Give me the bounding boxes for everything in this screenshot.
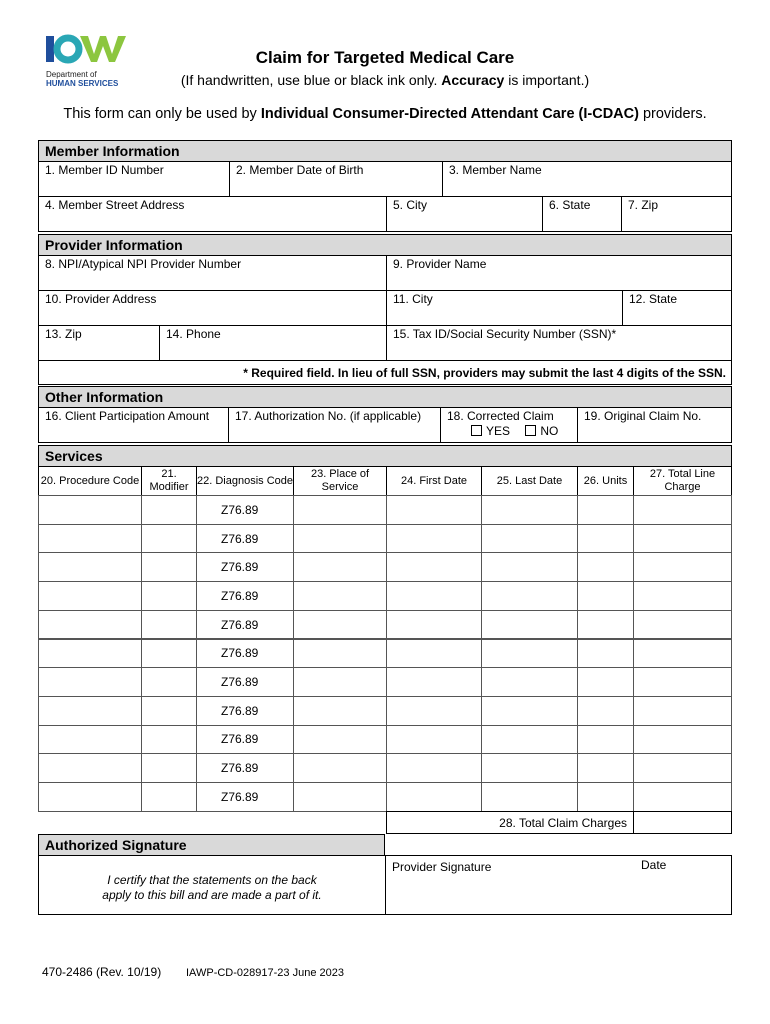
service-row-6-first-date[interactable] bbox=[386, 639, 482, 669]
service-row-3-diagnosis-code: Z76.89 bbox=[196, 552, 294, 582]
member-name-field[interactable]: 3. Member Name bbox=[442, 161, 732, 197]
provider-state-field[interactable]: 12. State bbox=[622, 290, 732, 326]
service-row-5-last-date[interactable] bbox=[481, 610, 578, 640]
provider-phone-field[interactable]: 14. Phone bbox=[159, 325, 387, 361]
service-row-10-procedure-code[interactable] bbox=[38, 753, 142, 783]
service-row-11-units[interactable] bbox=[577, 782, 634, 812]
service-row-5-procedure-code[interactable] bbox=[38, 610, 142, 640]
service-row-10-diagnosis-code: Z76.89 bbox=[196, 753, 294, 783]
service-row-6-place-of-service[interactable] bbox=[293, 639, 387, 669]
service-row-4-units[interactable] bbox=[577, 581, 634, 611]
service-row-6-units[interactable] bbox=[577, 639, 634, 669]
service-row-10-first-date[interactable] bbox=[386, 753, 482, 783]
form-title: Claim for Targeted Medical Care bbox=[255, 48, 515, 67]
service-row-6-total-line-charge[interactable] bbox=[633, 639, 732, 669]
provider-signature-field[interactable] bbox=[385, 855, 732, 915]
total-claim-charges-label: 28. Total Claim Charges bbox=[386, 811, 634, 834]
service-row-7-procedure-code[interactable] bbox=[38, 667, 142, 697]
service-row-7-modifier[interactable] bbox=[141, 667, 197, 697]
service-row-11-modifier[interactable] bbox=[141, 782, 197, 812]
col-first-date: 24. First Date bbox=[386, 466, 482, 496]
service-row-1-first-date[interactable] bbox=[386, 495, 482, 525]
required-field-note: * Required field. In lieu of full SSN, providers may submit the last 4 digits of the SSN. bbox=[243, 366, 726, 380]
service-row-6-procedure-code[interactable] bbox=[38, 639, 142, 669]
service-row-4-diagnosis-code: Z76.89 bbox=[196, 581, 294, 611]
service-row-8-first-date[interactable] bbox=[386, 696, 482, 726]
service-row-2-units[interactable] bbox=[577, 524, 634, 554]
provider-signature-label: Provider Signature bbox=[392, 860, 492, 874]
service-row-2-total-line-charge[interactable] bbox=[633, 524, 732, 554]
provider-taxid-field[interactable]: 15. Tax ID/Social Security Number (SSN)* bbox=[386, 325, 732, 361]
member-street-field[interactable]: 4. Member Street Address bbox=[38, 196, 387, 232]
authorization-number-field[interactable]: 17. Authorization No. (if applicable) bbox=[228, 407, 441, 443]
service-row-1-modifier[interactable] bbox=[141, 495, 197, 525]
service-row-8-place-of-service[interactable] bbox=[293, 696, 387, 726]
service-row-4-total-line-charge[interactable] bbox=[633, 581, 732, 611]
form-subtitle: (If handwritten, use blue or black ink only. Accuracy is important.) bbox=[180, 72, 590, 88]
logo-line1: Department of bbox=[46, 70, 97, 79]
service-row-2-modifier[interactable] bbox=[141, 524, 197, 554]
member-id-field[interactable]: 1. Member ID Number bbox=[38, 161, 230, 197]
service-row-7-place-of-service[interactable] bbox=[293, 667, 387, 697]
service-row-5-diagnosis-code: Z76.89 bbox=[196, 610, 294, 640]
col-total-line-charge: 27. Total Line Charge bbox=[633, 466, 732, 496]
service-row-1-total-line-charge[interactable] bbox=[633, 495, 732, 525]
service-row-11-procedure-code[interactable] bbox=[38, 782, 142, 812]
corrected-no-checkbox[interactable] bbox=[525, 425, 536, 436]
col-diagnosis-code: 22. Diagnosis Code bbox=[196, 466, 294, 496]
col-last-date: 25. Last Date bbox=[481, 466, 578, 496]
member-section-heading: Member Information bbox=[38, 140, 732, 162]
service-row-3-procedure-code[interactable] bbox=[38, 552, 142, 582]
service-row-5-first-date[interactable] bbox=[386, 610, 482, 640]
corrected-yes-checkbox[interactable] bbox=[471, 425, 482, 436]
service-row-4-first-date[interactable] bbox=[386, 581, 482, 611]
service-row-7-total-line-charge[interactable] bbox=[633, 667, 732, 697]
service-row-7-units[interactable] bbox=[577, 667, 634, 697]
service-row-11-total-line-charge[interactable] bbox=[633, 782, 732, 812]
service-row-2-procedure-code[interactable] bbox=[38, 524, 142, 554]
service-row-2-first-date[interactable] bbox=[386, 524, 482, 554]
date-label: Date bbox=[641, 858, 667, 872]
service-row-6-modifier[interactable] bbox=[141, 639, 197, 669]
service-row-4-last-date[interactable] bbox=[481, 581, 578, 611]
member-city-field[interactable]: 5. City bbox=[386, 196, 543, 232]
col-modifier: 21. Modifier bbox=[141, 466, 197, 496]
service-row-9-modifier[interactable] bbox=[141, 725, 197, 755]
service-row-9-first-date[interactable] bbox=[386, 725, 482, 755]
service-row-7-last-date[interactable] bbox=[481, 667, 578, 697]
service-row-3-first-date[interactable] bbox=[386, 552, 482, 582]
service-row-8-last-date[interactable] bbox=[481, 696, 578, 726]
provider-city-field[interactable]: 11. City bbox=[386, 290, 623, 326]
member-state-field[interactable]: 6. State bbox=[542, 196, 622, 232]
service-row-11-last-date[interactable] bbox=[481, 782, 578, 812]
service-row-11-place-of-service[interactable] bbox=[293, 782, 387, 812]
service-row-7-diagnosis-code: Z76.89 bbox=[196, 667, 294, 697]
service-row-9-units[interactable] bbox=[577, 725, 634, 755]
col-place-of-service: 23. Place of Service bbox=[293, 466, 387, 496]
service-row-3-total-line-charge[interactable] bbox=[633, 552, 732, 582]
other-section-heading: Other Information bbox=[38, 386, 732, 408]
service-row-5-units[interactable] bbox=[577, 610, 634, 640]
service-row-9-total-line-charge[interactable] bbox=[633, 725, 732, 755]
service-row-3-place-of-service[interactable] bbox=[293, 552, 387, 582]
service-row-10-modifier[interactable] bbox=[141, 753, 197, 783]
provider-name-field[interactable]: 9. Provider Name bbox=[386, 255, 732, 291]
corrected-no-label: NO bbox=[540, 424, 559, 438]
logo-line2: HUMAN SERVICES bbox=[46, 79, 119, 88]
document-id: IAWP-CD-028917-23 June 2023 bbox=[186, 967, 344, 979]
service-row-3-units[interactable] bbox=[577, 552, 634, 582]
service-row-1-last-date[interactable] bbox=[481, 495, 578, 525]
service-row-10-total-line-charge[interactable] bbox=[633, 753, 732, 783]
service-row-8-total-line-charge[interactable] bbox=[633, 696, 732, 726]
signature-section-heading: Authorized Signature bbox=[38, 834, 385, 856]
form-number: 470-2486 (Rev. 10/19) bbox=[42, 965, 162, 979]
corrected-claim-field bbox=[440, 407, 578, 443]
service-row-4-modifier[interactable] bbox=[141, 581, 197, 611]
service-row-7-first-date[interactable] bbox=[386, 667, 482, 697]
service-row-11-diagnosis-code: Z76.89 bbox=[196, 782, 294, 812]
service-row-8-modifier[interactable] bbox=[141, 696, 197, 726]
participation-amount-field[interactable]: 16. Client Participation Amount bbox=[38, 407, 229, 443]
service-row-1-place-of-service[interactable] bbox=[293, 495, 387, 525]
service-row-5-place-of-service[interactable] bbox=[293, 610, 387, 640]
original-claim-field[interactable]: 19. Original Claim No. bbox=[577, 407, 732, 443]
service-row-2-place-of-service[interactable] bbox=[293, 524, 387, 554]
service-row-4-place-of-service[interactable] bbox=[293, 581, 387, 611]
service-row-8-procedure-code[interactable] bbox=[38, 696, 142, 726]
provider-zip-field[interactable]: 13. Zip bbox=[38, 325, 160, 361]
col-procedure-code: 20. Procedure Code bbox=[38, 466, 142, 496]
service-row-1-procedure-code[interactable] bbox=[38, 495, 142, 525]
service-row-6-diagnosis-code: Z76.89 bbox=[196, 639, 294, 669]
usage-notice: This form can only be used by Individual Consumer-Directed Attendant Care (I-CDAC) providers. bbox=[63, 106, 707, 122]
service-row-2-diagnosis-code: Z76.89 bbox=[196, 524, 294, 554]
corrected-claim-label: 18. Corrected Claim bbox=[447, 409, 554, 423]
service-row-2-last-date[interactable] bbox=[481, 524, 578, 554]
corrected-yes-label: YES bbox=[486, 424, 511, 438]
service-row-8-units[interactable] bbox=[577, 696, 634, 726]
total-claim-charges-field[interactable] bbox=[633, 811, 732, 834]
service-row-11-first-date[interactable] bbox=[386, 782, 482, 812]
services-section-heading: Services bbox=[38, 445, 732, 467]
service-row-10-last-date[interactable] bbox=[481, 753, 578, 783]
member-dob-field[interactable]: 2. Member Date of Birth bbox=[229, 161, 443, 197]
service-row-4-procedure-code[interactable] bbox=[38, 581, 142, 611]
col-units: 26. Units bbox=[577, 466, 634, 496]
service-row-3-last-date[interactable] bbox=[481, 552, 578, 582]
service-row-10-units[interactable] bbox=[577, 753, 634, 783]
service-row-8-diagnosis-code: Z76.89 bbox=[196, 696, 294, 726]
service-row-1-units[interactable] bbox=[577, 495, 634, 525]
service-row-6-last-date[interactable] bbox=[481, 639, 578, 669]
service-row-9-procedure-code[interactable] bbox=[38, 725, 142, 755]
provider-section-heading: Provider Information bbox=[38, 234, 732, 256]
service-row-5-total-line-charge[interactable] bbox=[633, 610, 732, 640]
service-row-10-place-of-service[interactable] bbox=[293, 753, 387, 783]
service-row-9-diagnosis-code: Z76.89 bbox=[196, 725, 294, 755]
service-row-5-modifier[interactable] bbox=[141, 610, 197, 640]
provider-address-field[interactable]: 10. Provider Address bbox=[38, 290, 387, 326]
service-row-3-modifier[interactable] bbox=[141, 552, 197, 582]
service-row-1-diagnosis-code: Z76.89 bbox=[196, 495, 294, 525]
certification-statement: I certify that the statements on the back apply to this bill and are made a part of it. bbox=[38, 855, 386, 915]
member-zip-field[interactable]: 7. Zip bbox=[621, 196, 732, 232]
provider-npi-field[interactable]: 8. NPI/Atypical NPI Provider Number bbox=[38, 255, 387, 291]
service-row-9-place-of-service[interactable] bbox=[293, 725, 387, 755]
service-row-9-last-date[interactable] bbox=[481, 725, 578, 755]
